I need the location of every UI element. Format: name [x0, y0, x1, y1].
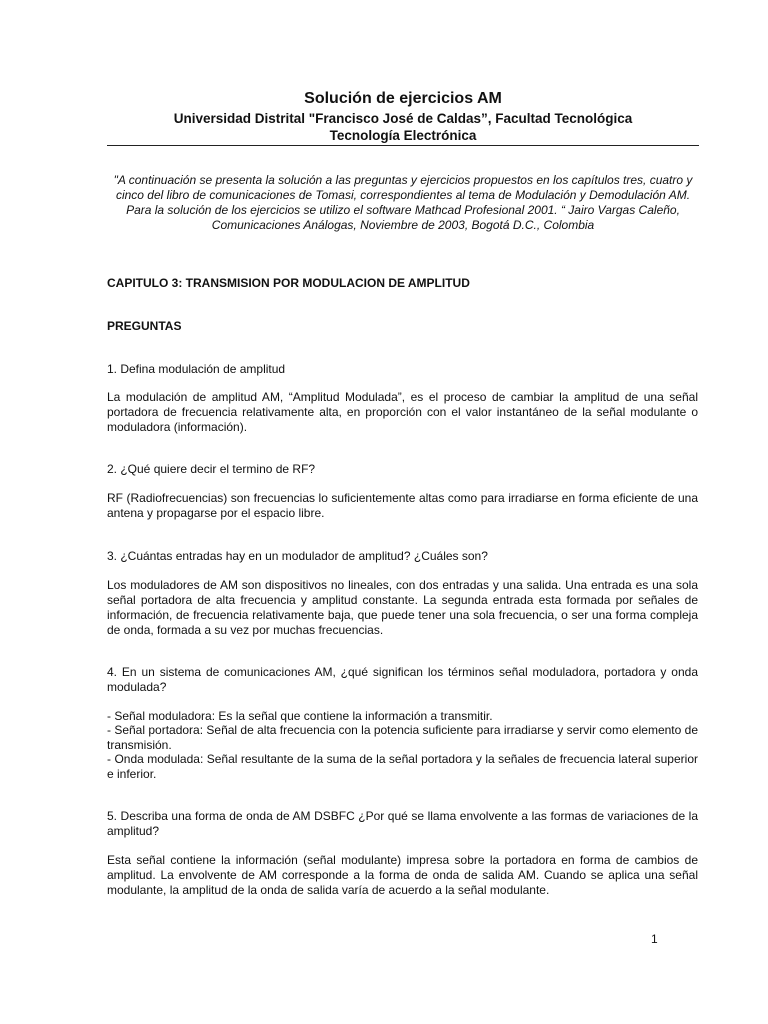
question-2: 2. ¿Qué quiere decir el termino de RF? — [107, 462, 316, 476]
page-number: 1 — [651, 932, 658, 946]
intro-paragraph: "A continuación se presenta la solución a las preguntas y ejercicios propuestos en los capítulos tres, cuatro y cinco del libro de comunicaciones de Tomasi, correspondientes al tema de Modulación y Demodulación AM. Para la solución de los ejercicios se utilizo el software Mathcad Profesional 2001. “ Jairo Vargas Caleño, Comunicaciones Análogas, Noviembre de 2003, Bogotá D.C., Colombia — [113, 173, 693, 232]
question-3: 3. ¿Cuántas entradas hay en un modulador de amplitud? ¿Cuáles son? — [107, 549, 488, 563]
answer-3: Los moduladores de AM son dispositivos no lineales, con dos entradas y una salida. Una entrada es una sola señal portadora de alta frecuencia y amplitud constante. La segunda entrada esta formada por señales de información, de frecuencia relativamente baja, que puede tener una sola frecuencia, o ser una forma compleja de onda, formada a su vez por muchas frecuencias. — [107, 578, 698, 637]
document-title: Solución de ejercicios AM — [304, 90, 502, 107]
question-4: 4. En un sistema de comunicaciones AM, ¿qué significan los términos señal moduladora, portadora y onda modulada? — [107, 665, 698, 694]
chapter-heading: CAPITULO 3: TRANSMISION POR MODULACION DE AMPLITUD — [107, 276, 470, 290]
header-divider — [107, 145, 699, 146]
institution-line: Universidad Distrital "Francisco José de Caldas”, Facultad Tecnológica — [173, 111, 633, 126]
answer-5: Esta señal contiene la información (señal modulante) impresa sobre la portadora en forma de cambios de amplitud. La envolvente de AM corresponde a la forma de onda de salida AM. Cuando se aplica una señal modulante, la amplitud de la onda de salida varía de acuerdo a la señal modulante. — [107, 853, 698, 897]
answer-2: RF (Radiofrecuencias) son frecuencias lo suficientemente altas como para irradiarse en forma eficiente de una antena y propagarse por el espacio libre. — [107, 491, 698, 520]
section-heading: PREGUNTAS — [107, 319, 182, 333]
answer-4-moduladora: - Señal moduladora: Es la señal que contiene la información a transmitir. — [107, 709, 493, 723]
program-line: Tecnología Electrónica — [329, 128, 477, 143]
answer-4-portadora: - Señal portadora: Señal de alta frecuencia con la potencia suficiente para irradiarse y servir como elemento de transmisión. — [107, 723, 698, 752]
answer-1: La modulación de amplitud AM, “Amplitud Modulada”, es el proceso de cambiar la amplitud de una señal portadora de frecuencia relativamente alta, en proporción con el valor instantáneo de la señal modulante o moduladora (información). — [107, 390, 698, 434]
question-5: 5. Describa una forma de onda de AM DSBFC ¿Por qué se llama envolvente a las formas de variaciones de la amplitud? — [107, 809, 698, 838]
question-1: 1. Defina modulación de amplitud — [107, 362, 286, 376]
answer-4-onda-modulada: - Onda modulada: Señal resultante de la suma de la señal portadora y la señales de frecuencia lateral superior e inferior. — [107, 752, 698, 781]
